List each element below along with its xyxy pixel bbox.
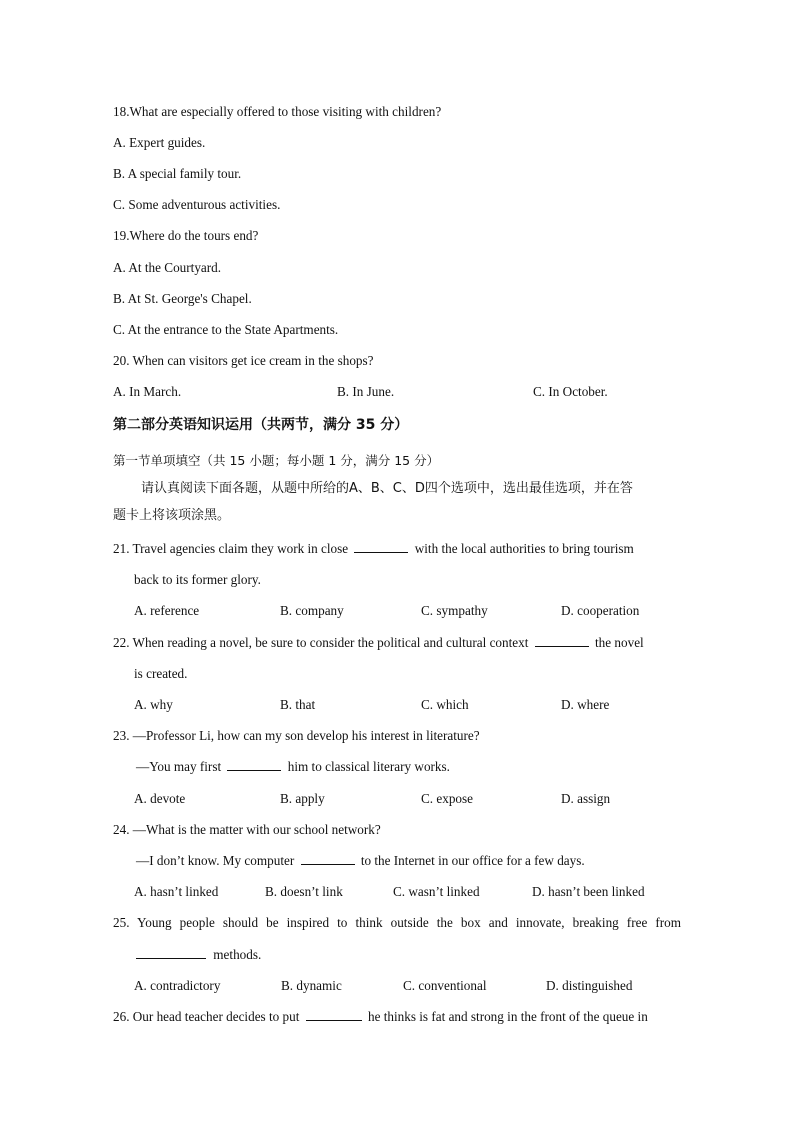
answer-blank <box>306 1009 362 1021</box>
question-25-stem: 25. Young people should be inspired to think outside the box and innovate, breaking free from <box>113 915 681 930</box>
question-24-stem: 24. —What is the matter with our school network? <box>113 822 381 837</box>
question-18-option-c: C. Some adventurous activities. <box>113 197 281 212</box>
question-25-option-d: D. distinguished <box>546 978 633 993</box>
question-22-stem <box>113 635 644 651</box>
question-23-stem: 23. —Professor Li, how can my son develop his interest in literature? <box>113 728 480 743</box>
question-23-option-b: B. apply <box>280 791 325 806</box>
question-20-option-a: A. In March. <box>113 384 182 399</box>
part-2-heading: 第二部分英语知识运用（共两节，满分 35 分） <box>113 417 409 433</box>
question-26-stem <box>113 1009 648 1025</box>
question-21-option-d: D. cooperation <box>561 603 640 618</box>
question-21-stem-end: with the local authorities to bring tourism <box>414 541 634 556</box>
question-19-option-b: B. At St. George's Chapel. <box>113 291 252 306</box>
question-19-option-a: A. At the Courtyard. <box>113 260 222 275</box>
question-25-option-a: A. contradictory <box>134 978 221 993</box>
question-26-stem-end: he thinks is fat and strong in the front of the queue in <box>367 1009 648 1024</box>
question-22-stem-start: 22. When reading a novel, be sure to consider the political and cultural context <box>113 635 529 650</box>
question-18-stem: 18.What are especially offered to those visiting with children? <box>113 104 442 119</box>
question-20-option-c: C. In October. <box>533 384 608 399</box>
question-24-option-b: B. doesn’t link <box>265 884 343 899</box>
question-21-stem-line-2: back to its former glory. <box>134 572 261 587</box>
answer-blank <box>535 635 589 647</box>
question-24-option-a: A. hasn’t linked <box>134 884 219 899</box>
question-26-stem-start: 26. Our head teacher decides to put <box>113 1009 300 1024</box>
question-18-option-a: A. Expert guides. <box>113 135 206 150</box>
question-24-reply <box>136 853 585 869</box>
question-19-option-c: C. At the entrance to the State Apartments. <box>113 322 339 337</box>
question-22-stem-line-2: is created. <box>134 666 188 681</box>
question-24-reply-end: to the Internet in our office for a few days. <box>360 853 585 868</box>
question-23-option-a: A. devote <box>134 791 186 806</box>
question-23-reply-end: him to classical literary works. <box>287 759 450 774</box>
question-22-option-c: C. which <box>421 697 469 712</box>
question-23-reply <box>136 759 450 775</box>
question-20-stem: 20. When can visitors get ice cream in the shops? <box>113 353 374 368</box>
question-24-option-c: C. wasn’t linked <box>393 884 480 899</box>
question-25-option-c: C. conventional <box>403 978 487 993</box>
instructions-line-1: 请认真阅读下面各题，从题中所给的A、B、C、D四个选项中，选出最佳选项，并在答 <box>141 481 633 496</box>
answer-blank <box>136 947 206 959</box>
question-21-stem <box>113 541 634 557</box>
answer-blank <box>354 541 408 553</box>
question-22-option-d: D. where <box>561 697 610 712</box>
question-24-option-d: D. hasn’t been linked <box>532 884 645 899</box>
question-25-option-b: B. dynamic <box>281 978 342 993</box>
question-21-stem-start: 21. Travel agencies claim they work in close <box>113 541 349 556</box>
question-21-option-a: A. reference <box>134 603 200 618</box>
question-21-option-b: B. company <box>280 603 344 618</box>
instructions-line-2: 题卡上将该项涂黑。 <box>113 508 231 523</box>
section-1-heading: 第一节单项填空（共 15 小题；每小题 1 分，满分 15 分） <box>113 453 440 468</box>
question-20-option-b: B. In June. <box>337 384 395 399</box>
question-22-option-b: B. that <box>280 697 316 712</box>
question-18-option-b: B. A special family tour. <box>113 166 242 181</box>
question-22-option-a: A. why <box>134 697 173 712</box>
question-25-stem-line-2 <box>136 947 261 963</box>
question-23-reply-start: —You may first <box>136 759 222 774</box>
question-21-option-c: C. sympathy <box>421 603 488 618</box>
question-24-reply-start: —I don’t know. My computer <box>136 853 295 868</box>
question-23-option-d: D. assign <box>561 791 611 806</box>
answer-blank <box>301 853 355 865</box>
question-23-option-c: C. expose <box>421 791 474 806</box>
question-25-stem-end: methods. <box>213 947 262 962</box>
question-22-stem-end: the novel <box>595 635 644 650</box>
question-19-stem: 19.Where do the tours end? <box>113 228 259 243</box>
answer-blank <box>227 759 281 771</box>
